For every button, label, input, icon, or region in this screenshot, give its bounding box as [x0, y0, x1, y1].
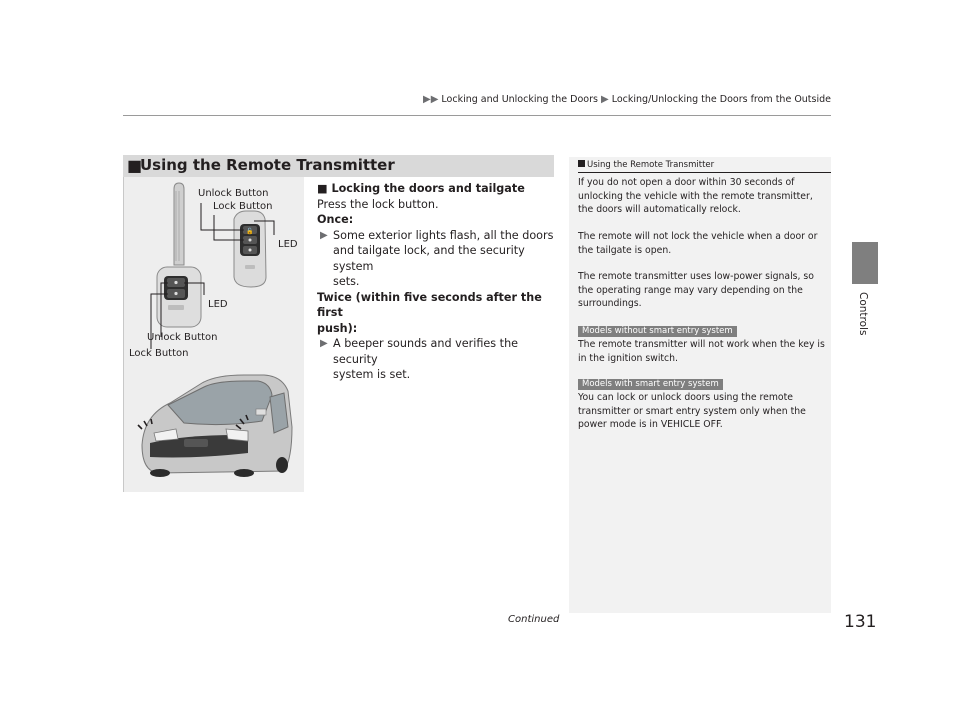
once-result-cont [317, 243, 557, 274]
callout-lock-button-bottom: Lock Button [129, 348, 189, 359]
once-text-line: and tailgate lock, and the security system [333, 244, 525, 273]
sidebar-line: the tailgate is open. [578, 244, 672, 256]
intro-text: Press the lock button. [317, 197, 439, 211]
sidebar-line: in the ignition switch. [578, 352, 679, 364]
car-illustration [142, 375, 292, 477]
model-badge: Models without smart entry system [578, 326, 737, 337]
once-result-cont [317, 274, 557, 290]
sidebar-line: surroundings. [578, 298, 642, 310]
chapter-tab-label: Controls [857, 292, 869, 336]
twice-text-line: A beeper sounds and verifies the security [333, 337, 519, 366]
sidebar-paragraph [578, 391, 828, 432]
once-result [317, 228, 557, 244]
callout-unlock-button-bottom: Unlock Button [147, 332, 218, 343]
section-heading [123, 155, 554, 177]
callout-lock-button-top: Lock Button [213, 201, 273, 212]
header-rule [123, 115, 831, 116]
callout-led-bottom: LED [208, 299, 228, 310]
once-label: Once: [317, 213, 354, 226]
note-icon [578, 160, 585, 167]
sidebar-line: If you do not open a door within 30 seconds of [578, 177, 795, 188]
sidebar-line: unlocking the vehicle with the remote transmitter, [578, 190, 813, 202]
breadcrumb-arrow-icon: ▶ [601, 94, 609, 105]
once-text-line: sets. [333, 275, 360, 288]
callout-unlock-button-top: Unlock Button [198, 188, 269, 199]
sidebar-line: You can lock or unlock doors using the remote [578, 392, 793, 403]
sidebar-paragraph [578, 176, 828, 217]
sidebar-paragraph [578, 338, 828, 365]
sidebar-rule [578, 172, 831, 173]
callout-led-top: LED [278, 239, 298, 250]
result-arrow-icon: ▶ [320, 338, 328, 349]
continued-label: Continued [508, 614, 560, 625]
once-text-line: Some exterior lights flash, all the doors [333, 228, 554, 242]
main-body [317, 181, 557, 383]
breadcrumb [423, 94, 831, 105]
breadcrumb-item[interactable]: Locking/Unlocking the Doors from the Outside [611, 94, 831, 105]
section-bullet: ■ [127, 156, 143, 175]
sidebar-title [578, 160, 714, 170]
smart-key-fob [234, 211, 266, 287]
page-number: 131 [844, 612, 877, 632]
sidebar-line: power mode is in VEHICLE OFF. [578, 419, 723, 431]
twice-result-cont [317, 367, 557, 383]
section-title: Using the Remote Transmitter [140, 156, 395, 174]
twice-label: Twice (within five seconds after the first [317, 290, 542, 319]
sidebar-line: the doors will automatically relock. [578, 204, 741, 216]
twice-text-line: system is set. [333, 368, 411, 381]
sidebar-line: the operating range may vary depending on the [578, 284, 803, 296]
breadcrumb-item[interactable]: Locking and Unlocking the Doors [441, 94, 598, 105]
result-arrow-icon: ▶ [320, 229, 328, 241]
subheading: ■ Locking the doors and tailgate [317, 182, 525, 195]
svg-text:🔓: 🔓 [246, 228, 254, 235]
sidebar-line: transmitter or smart entry system only when the [578, 405, 806, 417]
chapter-tab[interactable] [852, 242, 878, 284]
sidebar-paragraph [578, 230, 828, 257]
key-with-blade [157, 183, 201, 327]
twice-label-cont: push): [317, 321, 358, 335]
model-badge: Models with smart entry system [578, 379, 723, 390]
twice-result [317, 336, 557, 367]
sidebar-title-text: Using the Remote Transmitter [587, 160, 715, 170]
breadcrumb-arrow-icon: ▶▶ [423, 94, 439, 105]
sidebar-paragraph [578, 270, 828, 311]
sidebar-line: The remote transmitter uses low-power signals, so [578, 271, 814, 282]
sidebar-line: The remote transmitter will not work when the key is [578, 339, 825, 350]
sidebar-line: The remote will not lock the vehicle when a door or [578, 231, 818, 242]
